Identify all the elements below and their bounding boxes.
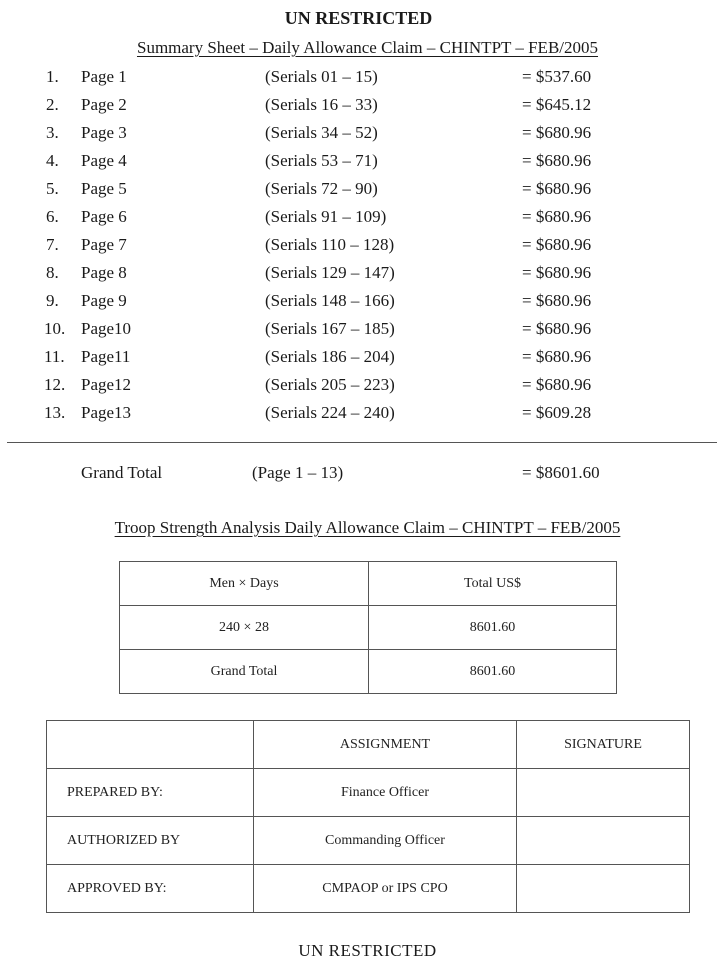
row-number: 12. (44, 375, 66, 394)
summary-row (0, 347, 717, 375)
table-row (47, 865, 690, 913)
row-amount: = $680.96 (522, 263, 592, 282)
row-serials: (Serials 167 – 185) (265, 319, 395, 338)
row-page: Page 4 (81, 151, 127, 170)
row-number: 6. (46, 207, 59, 226)
row-serials: (Serials 01 – 15) (265, 67, 378, 86)
signature-cell (517, 769, 690, 817)
table-cell: 8601.60 (369, 606, 617, 650)
row-number: 7. (46, 235, 59, 254)
summary-row (0, 375, 717, 403)
table-header-row (120, 562, 617, 606)
summary-row (0, 207, 717, 235)
role-label: PREPARED BY: (47, 769, 254, 817)
summary-row (0, 67, 717, 95)
troop-strength-table (119, 561, 617, 694)
role-label: AUTHORIZED BY (47, 817, 254, 865)
row-amount: = $680.96 (522, 347, 592, 366)
summary-row (0, 319, 717, 347)
row-number: 4. (46, 151, 59, 170)
table-row (47, 817, 690, 865)
summary-row (0, 291, 717, 319)
summary-row (0, 95, 717, 123)
row-amount: = $680.96 (522, 319, 592, 338)
row-page: Page 6 (81, 207, 127, 226)
troop-strength-title: Troop Strength Analysis Daily Allowance Claim – CHINTPT – FEB/2005 (114, 518, 621, 537)
row-page: Page 9 (81, 291, 127, 310)
summary-row (0, 263, 717, 291)
row-amount: = $680.96 (522, 375, 592, 394)
row-page: Page 3 (81, 123, 127, 142)
row-serials: (Serials 148 – 166) (265, 291, 395, 310)
row-amount: = $680.96 (522, 291, 592, 310)
row-serials: (Serials 205 – 223) (265, 375, 395, 394)
row-amount: = $680.96 (522, 151, 592, 170)
row-number: 5. (46, 179, 59, 198)
row-page: Page 8 (81, 263, 127, 282)
row-serials: (Serials 34 – 52) (265, 123, 378, 142)
row-serials: (Serials 16 – 33) (265, 95, 378, 114)
header-men-days: Men × Days (120, 562, 369, 606)
row-amount: = $537.60 (522, 67, 592, 86)
row-serials: (Serials 91 – 109) (265, 207, 387, 226)
table-row (120, 650, 617, 694)
table-cell: 8601.60 (369, 650, 617, 694)
signature-table (46, 720, 690, 913)
role-label: APPROVED BY: (47, 865, 254, 913)
assignment-cell: CMPAOP or IPS CPO (254, 865, 517, 913)
header-signature: SIGNATURE (517, 721, 690, 769)
summary-row (0, 123, 717, 151)
row-serials: (Serials 129 – 147) (265, 263, 395, 282)
row-number: 10. (44, 319, 66, 338)
row-page: Page 7 (81, 235, 127, 254)
table-cell: 240 × 28 (120, 606, 369, 650)
row-number: 8. (46, 263, 59, 282)
table-row (120, 606, 617, 650)
row-amount: = $680.96 (522, 235, 592, 254)
row-page: Page12 (81, 375, 132, 394)
row-page: Page 2 (81, 95, 127, 114)
summary-title: Summary Sheet – Daily Allowance Claim – CHINTPT – FEB/2005 (136, 38, 599, 57)
row-number: 1. (46, 67, 59, 86)
table-cell: Grand Total (120, 650, 369, 694)
summary-row (0, 179, 717, 207)
row-number: 11. (44, 347, 65, 366)
summary-row (0, 235, 717, 263)
row-serials: (Serials 224 – 240) (265, 403, 395, 422)
row-page: Page13 (81, 403, 132, 422)
row-amount: = $680.96 (522, 179, 592, 198)
row-amount: = $680.96 (522, 207, 592, 226)
grand-total-range: (Page 1 – 13) (252, 463, 344, 482)
assignment-cell: Commanding Officer (254, 817, 517, 865)
classification-footer: UN RESTRICTED (298, 941, 437, 960)
row-serials: (Serials 110 – 128) (265, 235, 395, 254)
signature-cell (517, 865, 690, 913)
row-number: 2. (46, 95, 59, 114)
section-divider (7, 442, 717, 443)
row-page: Page 1 (81, 67, 127, 86)
classification-header: UN RESTRICTED (284, 8, 433, 28)
table-header-row (47, 721, 690, 769)
row-serials: (Serials 186 – 204) (265, 347, 395, 366)
grand-total-row (0, 463, 717, 491)
grand-total-amount: = $8601.60 (522, 463, 600, 482)
header-assignment: ASSIGNMENT (254, 721, 517, 769)
row-page: Page11 (81, 347, 131, 366)
row-amount: = $645.12 (522, 95, 592, 114)
row-serials: (Serials 72 – 90) (265, 179, 378, 198)
row-amount: = $680.96 (522, 123, 592, 142)
header-blank (47, 721, 254, 769)
table-row (47, 769, 690, 817)
row-page: Page10 (81, 319, 132, 338)
row-page: Page 5 (81, 179, 127, 198)
row-number: 13. (44, 403, 66, 422)
summary-row (0, 403, 717, 431)
row-number: 3. (46, 123, 59, 142)
header-total-usd: Total US$ (369, 562, 617, 606)
row-number: 9. (46, 291, 59, 310)
row-serials: (Serials 53 – 71) (265, 151, 378, 170)
assignment-cell: Finance Officer (254, 769, 517, 817)
grand-total-label: Grand Total (81, 463, 163, 482)
summary-row (0, 151, 717, 179)
row-amount: = $609.28 (522, 403, 592, 422)
signature-cell (517, 817, 690, 865)
